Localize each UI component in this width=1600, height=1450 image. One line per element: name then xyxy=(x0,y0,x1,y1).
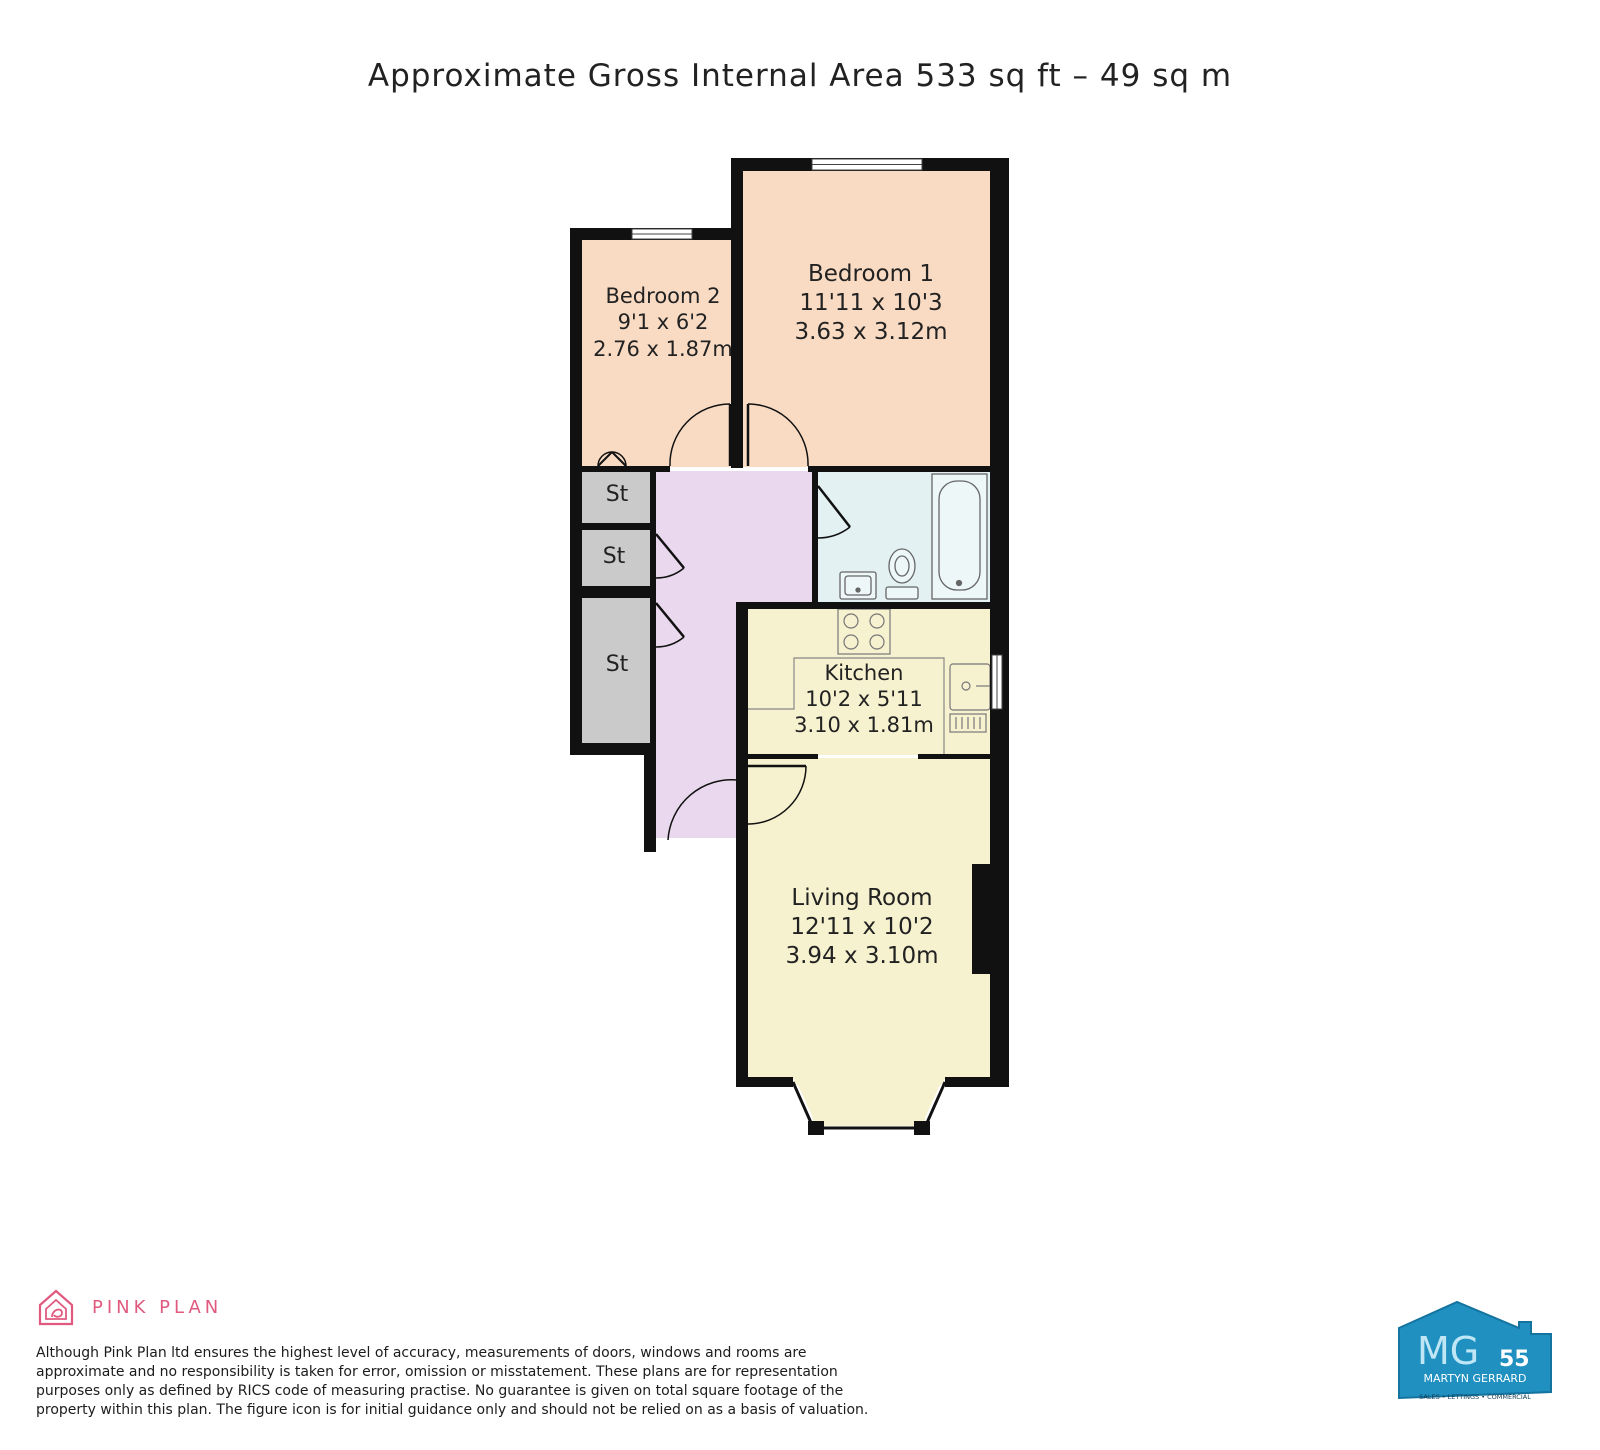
basin-fixture xyxy=(840,572,876,599)
martyn-gerrard-logo xyxy=(1395,1298,1555,1410)
living-room-imperial: 12'11 x 10'2 xyxy=(790,914,934,940)
toilet-fixture xyxy=(886,549,918,599)
store1-label: St xyxy=(605,482,629,507)
store3-label: St xyxy=(605,652,629,677)
hall-fill-lower xyxy=(656,606,738,838)
pink-plan-brand xyxy=(36,1287,222,1327)
agent-name: MARTYN GERRARD xyxy=(1423,1372,1527,1385)
store2-label: St xyxy=(602,544,626,569)
hall-fill xyxy=(656,471,812,606)
living-room-name: Living Room xyxy=(791,885,933,911)
agent-number: 55 xyxy=(1499,1347,1530,1372)
disclaimer-text: Although Pink Plan ltd ensures the highest level of accuracy, measurements of doors, windows and rooms are approximate and no responsibility is taken for error, omission or misstatement. These plans are for representation purposes only as defined by RICS code of measuring practise. No guarantee is given on total square footage of the property within this plan. The figure icon is for initial guidance only and should not be relied on as a basis of valuation. xyxy=(36,1345,869,1418)
floor-area-title: Approximate Gross Internal Area 533 sq ft – 49 sq m xyxy=(367,58,1233,94)
bedroom1-metric: 3.63 x 3.12m xyxy=(794,319,948,345)
living-room-metric: 3.94 x 3.10m xyxy=(785,943,939,969)
bedroom1-name: Bedroom 1 xyxy=(808,261,934,287)
living-fill xyxy=(748,758,990,1126)
bedroom2-name: Bedroom 2 xyxy=(605,284,721,308)
house-logo-icon xyxy=(36,1287,76,1327)
bedroom2-imperial: 9'1 x 6'2 xyxy=(617,310,709,334)
kitchen-name: Kitchen xyxy=(824,661,904,685)
bedroom2-metric: 2.76 x 1.87m xyxy=(593,337,733,361)
kitchen-imperial: 10'2 x 5'11 xyxy=(805,687,923,711)
bedroom1-imperial: 11'11 x 10'3 xyxy=(799,290,943,316)
kitchen-metric: 3.10 x 1.81m xyxy=(794,713,934,737)
bath-fixture xyxy=(932,474,987,599)
brand-name: PINK PLAN xyxy=(92,1296,223,1318)
agent-tagline: SALES • LETTINGS • COMMERCIAL xyxy=(1419,1393,1531,1401)
agent-monogram: MG xyxy=(1417,1329,1480,1373)
